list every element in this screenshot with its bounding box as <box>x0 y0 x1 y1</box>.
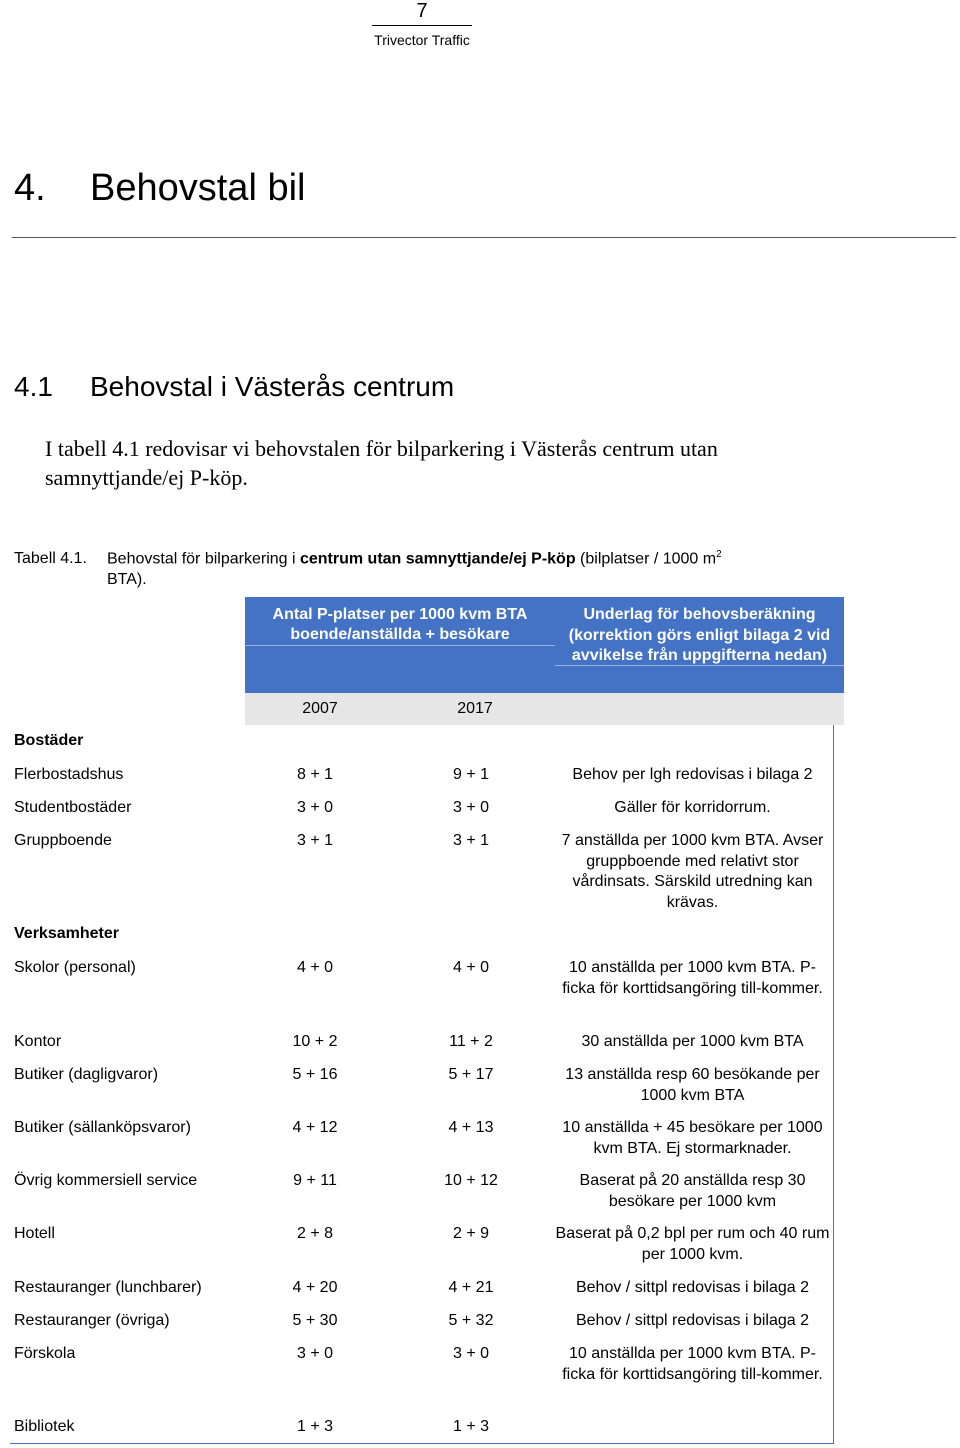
row-basis: Behov per lgh redovisas i bilaga 2 <box>572 766 813 783</box>
value-2017: 2 + 9 <box>452 1225 490 1242</box>
value-2007: 1 + 3 <box>296 1418 334 1435</box>
row-name: Gruppboende <box>14 832 112 849</box>
value-2007: 9 + 11 <box>293 1172 337 1189</box>
value-2017: 11 + 2 <box>449 1033 493 1050</box>
table-caption <box>14 544 834 590</box>
row-name: Restauranger (lunchbarer) <box>14 1279 202 1296</box>
section-title: Behovstal i Västerås centrum <box>90 371 455 402</box>
value-2007: 3 + 0 <box>296 799 334 816</box>
header-rule-2 <box>555 665 844 666</box>
caption-continuation: BTA). <box>107 571 147 589</box>
page-number: 7 <box>416 0 428 22</box>
year-2007: 2007 <box>302 700 338 717</box>
row-name: Förskola <box>14 1345 76 1362</box>
row-basis: Gäller för korridorrum. <box>614 799 771 816</box>
chapter-title: Behovstal bil <box>90 167 306 209</box>
section-number: 4.1 <box>14 371 53 402</box>
value-2017: 3 + 0 <box>452 1345 490 1362</box>
value-2007: 8 + 1 <box>296 766 334 783</box>
row-name: Hotell <box>14 1225 55 1242</box>
value-2007: 10 + 2 <box>292 1033 338 1050</box>
section-heading <box>14 370 454 404</box>
row-name: Butiker (sällanköpsvaror) <box>14 1119 191 1136</box>
row-name: Restauranger (övriga) <box>14 1312 170 1329</box>
row-basis: 10 anställda per 1000 kvm BTA. P-ficka för korttidsangöring till-kommer. <box>562 1345 823 1383</box>
row-name: Kontor <box>14 1033 62 1050</box>
value-2017: 4 + 0 <box>452 959 490 976</box>
row-basis: Baserat på 0,2 bpl per rum och 40 rum per 1000 kvm. <box>555 1225 830 1263</box>
value-2017: 3 + 0 <box>452 799 490 816</box>
value-2007: 5 + 16 <box>292 1066 338 1083</box>
caption-superscript: 2 <box>716 549 722 560</box>
row-name: Butiker (dagligvaror) <box>14 1066 159 1083</box>
value-2017: 9 + 1 <box>452 766 490 783</box>
caption-text-after: (bilplatser / 1000 m <box>575 550 717 568</box>
value-2017: 5 + 32 <box>448 1312 494 1329</box>
value-2007: 2 + 8 <box>296 1225 334 1242</box>
value-2017: 10 + 12 <box>444 1172 498 1189</box>
row-basis: Behov / sittpl redovisas i bilaga 2 <box>575 1279 809 1296</box>
year-2017: 2017 <box>457 700 493 717</box>
company-name: Trivector Traffic <box>374 32 470 48</box>
row-name: Bibliotek <box>14 1418 75 1435</box>
header-basis: Underlag för behovsberäkning (korrektion görs enligt bilaga 2 vid avvikelse från uppgifterna nedan) <box>568 606 831 664</box>
row-basis: 13 anställda resp 60 besökande per 1000 kvm BTA <box>565 1066 820 1104</box>
row-name: Studentbostäder <box>14 799 132 816</box>
header-parking-count: Antal P-platser per 1000 kvm BTA boende/anställda + besökare <box>272 606 528 643</box>
chapter-heading <box>14 166 305 210</box>
value-2017: 4 + 13 <box>448 1119 494 1136</box>
header-rule-1 <box>245 645 555 646</box>
table-header <box>245 597 844 693</box>
value-2007: 3 + 1 <box>296 832 334 849</box>
row-basis: 30 anställda per 1000 kvm BTA <box>581 1033 804 1050</box>
value-2017: 1 + 3 <box>452 1418 490 1435</box>
value-2017: 4 + 21 <box>448 1279 494 1296</box>
value-2007: 4 + 20 <box>292 1279 338 1296</box>
row-basis: Behov / sittpl redovisas i bilaga 2 <box>575 1312 809 1329</box>
table-group-label: Bostäder <box>14 732 84 749</box>
row-name: Övrig kommersiell service <box>14 1172 198 1189</box>
chapter-number: 4. <box>14 167 46 209</box>
caption-text: Behovstal för bilparkering i <box>107 550 300 568</box>
value-2007: 4 + 0 <box>296 959 334 976</box>
value-2007: 3 + 0 <box>296 1345 334 1362</box>
table-year-row <box>245 693 844 725</box>
chapter-rule <box>12 237 956 238</box>
value-2017: 5 + 17 <box>448 1066 494 1083</box>
row-basis: 10 anställda per 1000 kvm BTA. P-ficka för korttidsangöring till-kommer. <box>562 959 823 997</box>
row-basis: 10 anställda + 45 besökare per 1000 kvm BTA. Ej stormarknader. <box>562 1119 823 1157</box>
row-basis: Baserat på 20 anställda resp 30 besökare per 1000 kvm <box>579 1172 806 1210</box>
parking-table <box>10 597 834 1445</box>
caption-bold: centrum utan samnyttjande/ej P-köp <box>299 550 576 568</box>
value-2007: 5 + 30 <box>292 1312 338 1329</box>
header-rule <box>372 25 472 26</box>
row-name: Skolor (personal) <box>14 959 136 976</box>
table-group-label: Verksamheter <box>14 925 119 942</box>
value-2017: 3 + 1 <box>452 832 490 849</box>
caption-label: Tabell 4.1. <box>14 550 87 568</box>
intro-paragraph: I tabell 4.1 redovisar vi behovstalen för bilparkering i Västerås centrum utan samnyttjande/ej P-köp. <box>45 436 718 490</box>
value-2007: 4 + 12 <box>292 1119 338 1136</box>
row-basis: 7 anställda per 1000 kvm BTA. Avser gruppboende med relativt stor vårdinsats. Särskild utredning kan krävas. <box>561 832 824 911</box>
row-name: Flerbostadshus <box>14 766 124 783</box>
